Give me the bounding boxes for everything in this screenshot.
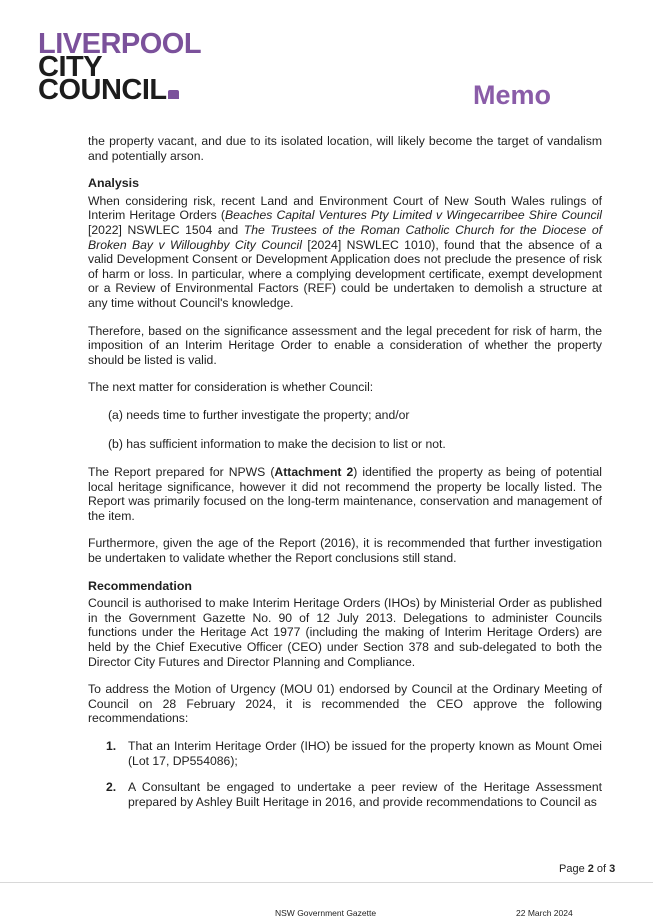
analysis-paragraph-5: Furthermore, given the age of the Report (2016), it is recommended that further investigation be undertaken to validate whether the Report conclusions still stand.: [88, 536, 602, 566]
memo-body: [88, 134, 602, 821]
analysis-paragraph-1: [88, 194, 602, 311]
recommendation-heading: Recommendation: [88, 578, 192, 593]
page-total: 3: [609, 863, 616, 875]
analysis-paragraph-2: Therefore, based on the significance assessment and the legal precedent for risk of harm, the imposition of an Interim Heritage Order to enable a consideration of whether the property should be listed is valid.: [88, 323, 602, 367]
attachment-reference: Attachment 2: [274, 465, 354, 480]
logo-line-3: [38, 74, 201, 106]
logo-line-3-text: COUNCIL: [38, 74, 167, 106]
analysis-p1-part-c: [2024] NSWLEC 1010), found that the absence of a valid Development Consent or Development Application does not preclude the presence of risk of harm or loss. In particular, where a complying development certificate, exempt development or a Review of Environmental Factors (REF) could be undertaken to demolish a structure at any time without Council's knowledge.: [88, 237, 602, 310]
footer-divider: [0, 882, 653, 883]
recommendation-paragraph-1: Council is authorised to make Interim Heritage Orders (IHOs) by Ministerial Order as published in the Government Gazette No. 90 of 12 July 2013. Delegations to administer Councils functions under the Heritage Act 1977 (including the making of Interim Heritage Orders) are held by the Chief Executive Officer (CEO) under Section 378 and sub-delegated to both the Director City Futures and Director Planning and Compliance.: [88, 596, 602, 669]
list-item-text: A Consultant be engaged to undertake a peer review of the Heritage Assessment prepared by Ashley Built Heritage in 2016, and provide recommendations to Council as: [128, 780, 602, 809]
analysis-p1-part-a: When considering risk, recent Land and Environment Court of New South Wales rulings of Interim Heritage Orders (: [88, 193, 602, 223]
analysis-paragraph-4: [88, 465, 602, 523]
analysis-p1-part-b: [2022] NSWLEC 1504 and: [88, 222, 244, 237]
analysis-p4-part-a: The Report prepared for NPWS (: [88, 465, 275, 480]
consideration-list: [88, 408, 602, 451]
liverpool-city-council-logo: [38, 28, 202, 106]
case-citation-2: The Trustees of the Roman Catholic Church for the Diocese of Broken Bay v Willoughby City Council: [88, 222, 602, 252]
logo-line-1: LIVERPOOL: [38, 28, 202, 60]
footer-date: 22 March 2024: [516, 908, 573, 918]
page-number: [559, 863, 615, 875]
memo-title: Memo: [473, 80, 552, 110]
recommendation-list: [88, 739, 602, 809]
list-item: [106, 780, 602, 809]
footer-source: NSW Government Gazette: [275, 908, 377, 918]
list-item-text: That an Interim Heritage Order (IHO) be issued for the property known as Mount Omei (Lot 17, DP554086);: [128, 739, 602, 768]
case-citation-1: Beaches Capital Ventures Pty Limited v Wingecarribee Shire Council: [224, 208, 603, 223]
intro-paragraph: the property vacant, and due to its isolated location, will likely become the target of vandalism and potentially arson.: [88, 134, 602, 163]
page-middle: of: [593, 863, 610, 875]
list-item-a: (a) needs time to further investigate the property; and/or: [108, 407, 410, 422]
list-item-b: (b) has sufficient information to make the decision to list or not.: [108, 436, 446, 451]
analysis-p4-part-b: ) identified the property as being of potential local heritage significance, however it did not recommend the property be locally listed. The Report was primarily focused on the long-term maintenance, conservation and management of the item.: [88, 465, 602, 523]
page-prefix: Page: [559, 863, 588, 875]
analysis-paragraph-3: The next matter for consideration is whether Council:: [88, 380, 374, 395]
list-item-number: 2.: [106, 780, 117, 795]
logo-line-2: CITY: [38, 51, 103, 83]
logo-mark-icon: [168, 90, 179, 99]
recommendation-paragraph-2: To address the Motion of Urgency (MOU 01) endorsed by Council at the Ordinary Meeting of Council on 28 February 2024, it is recommended the CEO approve the following recommendations:: [88, 682, 602, 726]
page-current: 2: [587, 863, 594, 875]
list-item-number: 1.: [106, 739, 117, 753]
analysis-heading: Analysis: [88, 176, 139, 191]
list-item: [106, 739, 602, 768]
